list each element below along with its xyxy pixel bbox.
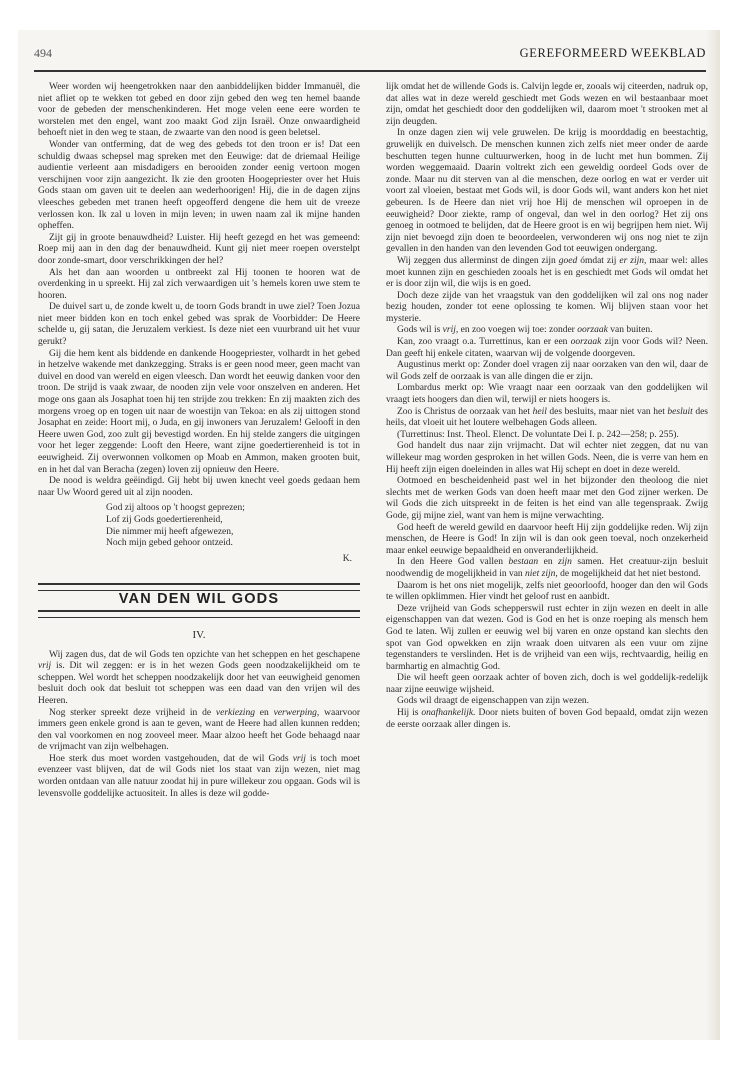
- paragraph: God heeft de wereld gewild en daarvoor heeft Hij zijn goddelijke reden. Wij zijn menschen, de Heere is God! In zijn wil is dan ook geen toeval, noch onzekerheid maar enkel eeuwige bepaaldheid en onveranderlijkheid.: [386, 522, 708, 556]
- section-heading-box: [38, 583, 360, 618]
- paragraph: Gods wil is vrij, en zoo voegen wij toe: zonder oorzaak van buiten.: [397, 325, 653, 336]
- paragraph: Die wil heeft geen oorzaak achter of boven zich, doch is wel goddelijk-redelijk naar zijne eeuwige wijsheid.: [386, 673, 708, 695]
- paragraph: Ootmoed en bescheidenheid past wel in het bijzonder den theoloog die niet slechts met de werken Gods van doen heeft maar met den God zijner werken. De wil Gods die zich uitspreekt in de feiten is het eind van alle tegenspraak. Zwijg Gode, gij mijne ziel, want van hem is mijne verwachting.: [386, 476, 708, 521]
- page-number: 494: [34, 46, 52, 60]
- hymn-verse: [106, 503, 360, 549]
- emphasis: er zijn,: [619, 255, 647, 266]
- paragraph: Lombardus merkt op: Wie vraagt naar een oorzaak van den goddelijken wil vraagt iets hoogers dan dien wil, terwijl er niets hoogers is.: [386, 383, 708, 406]
- author-signature: K.: [342, 553, 352, 564]
- emphasis: oorzaak: [570, 337, 602, 348]
- page-edge-shadow: [706, 30, 720, 1040]
- paragraph: Gods wil draagt de eigenschappen van zijn wezen.: [397, 696, 590, 707]
- emphasis: vrij: [292, 753, 306, 764]
- emphasis: heil: [532, 406, 547, 417]
- paragraph: In den Heere God vallen bestaan en zijn samen. Het creatuur-zijn besluit noodwendig de mogelijkheid in van niet zijn, de mogelijkheid dat het niet bestond.: [386, 557, 709, 579]
- paragraph: In onze dagen zien wij vele gruwelen. De krijg is moorddadig en beestachtig, gruwelijk en duivelsch. De menschen kunnen zich zelfs niet meer onder de aarde beschutten tegen hunne cultuurwerken, hoog in de lucht met hun bommen. Zij worden weggemaaid. Daarin voltrekt zich een geweldig oordeel Gods over de zonde. Maar nu dit sterven van al die menschen, deze oorlog en wat er verder uit voort zal vloeien, bestaat met Gods wil, is door Gods wil, want anders kon het niet gebeuren. Is de Heere dan niet vrij hoe Hij de menschen wil oproepen in de eeuwigheid? Door ziekte, ramp of ongeval, dan wel in den oorlog? Het zij ons genoeg in ootmoed te belijden, dat de Heere groot is en wij begrijpen hem niet. Wij zijn niet bevoegd zijn doen te beoordeelen, verwonderen wij ons nog niet te zijn gevallen in den handen van den levenden God tot eeuwigen ondergang.: [386, 128, 708, 255]
- verse-line: Lof zij Gods goedertierenheid,: [106, 514, 223, 525]
- emphasis: besluit: [667, 406, 693, 417]
- right-column: [386, 82, 708, 731]
- verse-line: Die nimmer mij heeft afgewezen,: [106, 526, 234, 537]
- emphasis: oorzaak: [577, 325, 608, 336]
- emphasis: verkiezing: [215, 707, 255, 718]
- paragraph: Zoo is Christus de oorzaak van het heil des besluits, maar niet van het besluit des heils, dat vloeit uit het loutere welbehagen Gods alleen.: [386, 406, 708, 429]
- left-column: [38, 82, 360, 800]
- citation: (Turrettinus: Inst. Theol. Elenct. De voluntate Dei I. p. 242—258; p. 255).: [397, 429, 679, 440]
- emphasis: onafhankelijk.: [421, 708, 476, 719]
- emphasis: vrij,: [442, 325, 459, 336]
- page-header: [34, 46, 706, 68]
- double-rule-bottom: [38, 610, 360, 618]
- paragraph: Doch deze zijde van het vraagstuk van den goddelijken wil zal ons nog nader bezig houden, zonder tot eene oplossing te komen. Wij blijven staan voor het mysterie.: [386, 290, 708, 324]
- paragraph: Wij zeggen dus allerminst de dingen zijn goed ómdat zij er zijn, maar wel: alles moet kunnen zijn en geschieden zooals het is en geschiedt met Gods wil omdat het er is door zijn wil, die wijs is en goed.: [386, 255, 708, 290]
- paragraph: Als het dan aan woorden u ontbreekt zal Hij toonen te hooren wat de overdenking in u spreekt. Hij zal zich verwaardigen uit 's hemels koren uwe stem te hooren.: [38, 267, 360, 301]
- paragraph: Wonder van ontferming, dat de weg des gebeds tot den troon er is! Dat een schuldig dwaas schepsel mag spreken met den Eeuwige: dat de driemaal Heilige audientie verleent aan misdadigers en berooiden zonder eenig vertoon mogen verschijnen voor zijn aangezicht. Ik zie den grooten Hoogepriester over het Huis Gods staan om gaven uit te deelen aan wederhoorigen! Hij, die in de dagen zijns vleesches gebeden met tranen heeft opgeofferd dengene die hem uit de vreeze verlossen kon. Ik zal u loven in mijn leven; in uwen naam zal ik mijne handen opheffen.: [38, 139, 360, 232]
- paragraph: Kan, zoo vraagt o.a. Turrettinus, kan er een oorzaak zijn voor Gods wil? Neen. Dan geeft hij enkele citaten, waarvan wij de volgende doorgeven.: [386, 337, 708, 359]
- paragraph: Wij zagen dus, dat de wil Gods ten opzichte van het scheppen en het geschapene vrij is. Dit wil zeggen: er is in het wezen Gods geen noodzakelijkheid om te scheppen. Wel wordt het scheppen noodzakelijk door het van eeuwigheid genomen besluit doch ook dat besluit tot scheppen was een daad van den vrijen wil des Heeren.: [38, 649, 360, 706]
- section-title: VAN DEN WIL GODS: [118, 591, 280, 608]
- emphasis: niet zijn,: [525, 568, 558, 579]
- paragraph: De nood is weldra geëindigd. Gij hebt bij uwen knecht veel goeds gedaan hem naar Uw Woord gered uit al zijn nooden.: [38, 476, 360, 498]
- emphasis: goed: [558, 255, 578, 266]
- paragraph: Weer worden wij heengetrokken naar den aanbiddelijken bidder Immanuël, die niet afliet op te wekken tot gebed en door zijn gebed den weg ten hemel baande voor de gebeden der menschenkinderen. Het moge velen eene eere worden te worstelen met den engel, want zoo maakt God zijn Israël. Onze onwaardigheid behoeft niet in den weg te staan, de zwaarte van den nood is geen beletsel.: [38, 82, 360, 139]
- paragraph: Hoe sterk dus moet worden vastgehouden, dat de wil Gods vrij is toch moet evenzeer vast blijven, dat de wil Gods niet los staat van zijn wezen, niet mag worden ontdaan van alle natuur zoodat hij in pure willekeur zou opgaan. Gods wil is levensvolle goddelijke actuositeit. In alles is deze wil godde-: [38, 753, 360, 799]
- paragraph: De duivel sart u, de zonde kwelt u, de toorn Gods brandt in uwe ziel? Toen Jozua niet meer bidden kon en toch enkel gebed was sprak de Voorbidder: De Heere schelde u, gij satan, die Jeruzalem verkiest. Is deze niet een vuurbrand uit het vuur gerukt?: [38, 302, 360, 348]
- paragraph: God handelt dus naar zijn vrijmacht. Dat wil echter niet zeggen, dat nu van willekeur mag worden gesproken in het willen Gods. Neen, die is verre van hem en Hij heeft zijn eigen doeleinden in alles wat Hij schept en doet in deze wereld.: [386, 441, 708, 475]
- paragraph: Nog sterker spreekt deze vrijheid in de verkiezing en verwerping, waarvoor immers geen enkele grond is aan te geven, want de Heere had allen kunnen redden; den val voorkomen en nog zooveel meer. Maar alzoo heeft het Gode behaagd naar de vrijmacht van zijn welbehagen.: [38, 707, 361, 753]
- journal-title: GEREFORMEERD WEEKBLAD: [519, 46, 706, 60]
- paragraph: Gij die hem kent als biddende en dankende Hoogepriester, volhardt in het gebed in hetzelve wakende met dankzegging. Straks is er geen nood meer, geen macht van duivel en dood van wereld en eigen vleesch. Dan wordt het eeuwig danken voor den troon. De strijd is vaak zwaar, de nooden zijn vele voor onszelven en anderen. Het moge ons gaan als Josaphat toen hij ten strijde zou trekken: En zij maakten zich des morgens vroeg op en togen uit naar de woestijn van Tekoa: en als zij uittogen stond Josaphat en zeide: Hoort mij, o Juda, en gij inwoners van Jeruzalem! Geloofṫ in den Heere uwen God, zoo zult gij bevestigd worden. En hij stelde zangers die uitgingen voor het leger zeggende: Looft den Heere, want zijne goedertierenheid is tot in eeuwigheid. Zij overwonnen volkomen op Moab en Ammon, maken grooten buit, en in het dal van Beracha (zegen) loven zij opnieuw den Heere.: [38, 348, 360, 475]
- paragraph: Augustinus merkt op: Zonder doel vragen zij naar oorzaken van den wil, daar de wil Gods zelf de oorzaak is van alle dingen die er zijn.: [386, 360, 708, 382]
- paragraph: lijk omdat het de willende Gods is. Calvijn legde er, zooals wij citeerden, nadruk op, dat alles wat in deze wereld geschiedt met Gods wezen en wil bestaanbaar moet zijn, omdat het geschiedt door den goddelijken wil, daarom moet 't strooken met al zijn deugden.: [386, 82, 708, 127]
- emphasis: zijn: [558, 557, 572, 568]
- verse-line: Noch mijn gebed gehoor ontzeid.: [106, 538, 233, 549]
- verse-line: God zij altoos op 't hoogst geprezen;: [106, 503, 245, 514]
- paragraph: Hij is onafhankelijk. Door niets buiten of boven God bepaald, omdat zijn wezen de eerste oorzaak aller dingen is.: [386, 708, 708, 730]
- paragraph: Daarom is het ons niet mogelijk, zelfs niet geoorloofd, hooger dan den wil Gods te willen opklimmen. Hier vindt het geloof rust en aanbidt.: [386, 580, 708, 603]
- header-rule: [34, 70, 706, 72]
- paragraph: Deze vrijheid van Gods schepperswil rust echter in zijn wezen en deelt in alle eigenschappen van dat wezen. God is God en het is onze roeping als mensch hem God te laten. Wij zullen er eeuwig wel bij varen en onze opstand kan slechts den spot van God opwekken en zijn wraak doen uitvaren als een vuur om zijne tegenstanders te verslinden. Het is de vrijheid van een wijs, rechtvaardig, heilig en barmhartig en almachtig God.: [386, 603, 708, 672]
- double-rule-top: [38, 583, 360, 591]
- section-number: IV.: [192, 628, 206, 641]
- newspaper-page: [18, 30, 720, 1040]
- emphasis: bestaan: [508, 557, 539, 568]
- paragraph: Zijt gij in groote benauwdheid? Luister. Hij heeft gezegd en het was gemeend: Roep mij aan in den dag der benauwdheid. Kunt gij niet meer roepen overstelpt door zonde-smart, door verschrikkingen der hel?: [38, 232, 360, 266]
- emphasis: vrij: [38, 661, 52, 672]
- emphasis: verwerping,: [273, 707, 320, 718]
